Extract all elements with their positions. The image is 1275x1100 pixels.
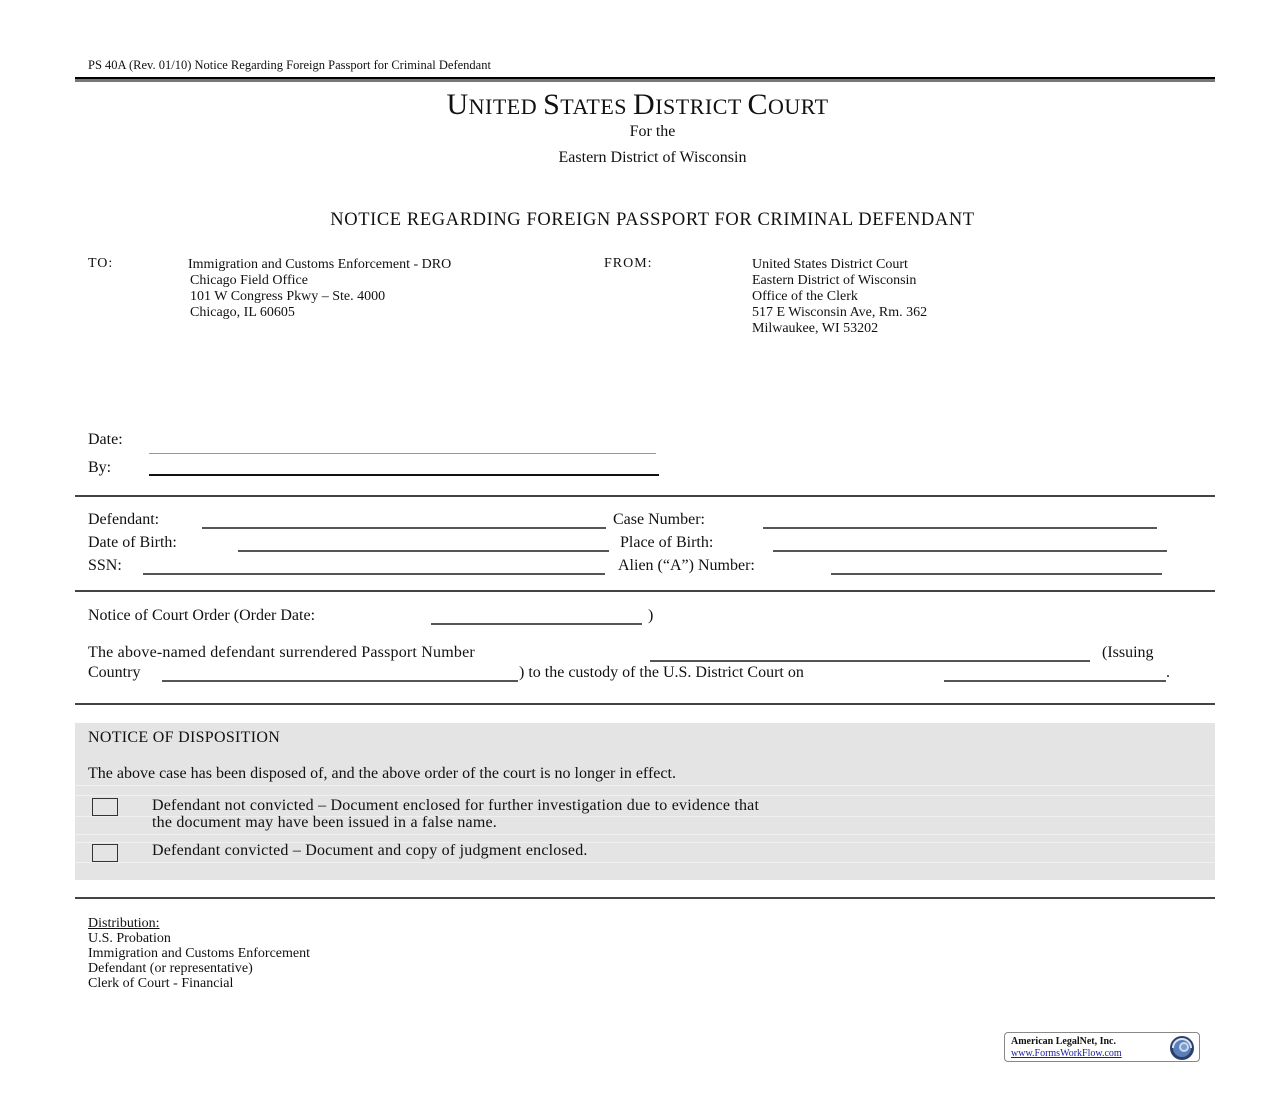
section-divider xyxy=(75,590,1215,592)
case-number-label: Case Number: xyxy=(613,511,705,528)
place-of-birth-field[interactable] xyxy=(773,550,1167,552)
passport-number-field[interactable] xyxy=(650,660,1090,662)
distribution-header: Distribution: xyxy=(88,916,160,931)
panel-stripe xyxy=(75,785,1215,786)
not-convicted-checkbox[interactable] xyxy=(92,798,118,816)
not-convicted-option xyxy=(152,797,759,831)
from-address-line: 517 E Wisconsin Ave, Rm. 362 xyxy=(752,305,928,320)
defendant-label: Defendant: xyxy=(88,511,160,528)
panel-stripe xyxy=(75,795,1215,796)
legalnet-badge[interactable] xyxy=(1004,1032,1200,1062)
ssn-field[interactable] xyxy=(143,573,605,575)
badge-url-link[interactable]: www.FormsWorkFlow.com xyxy=(1011,1048,1122,1059)
panel-stripe xyxy=(75,862,1215,863)
distribution-item: Immigration and Customs Enforcement xyxy=(88,946,311,961)
distribution-item: U.S. Probation xyxy=(88,931,171,946)
court-title-cap-1: U xyxy=(446,88,469,121)
court-district: Eastern District of Wisconsin xyxy=(558,149,747,166)
court-title: UNITED STATES DISTRICT COURT xyxy=(446,88,829,121)
from-label: FROM: xyxy=(604,256,653,271)
header-rule-gray xyxy=(75,79,1215,82)
from-address-line: Office of the Clerk xyxy=(752,289,858,304)
alien-number-field[interactable] xyxy=(831,573,1162,575)
notice-title: NOTICE REGARDING FOREIGN PASSPORT FOR CRIMINAL DEFENDANT xyxy=(330,210,975,230)
section-divider xyxy=(75,897,1215,899)
to-address-line: Chicago Field Office xyxy=(190,273,308,288)
dob-field[interactable] xyxy=(238,550,609,552)
period: . xyxy=(1166,664,1170,681)
to-address-line: Chicago, IL 60605 xyxy=(190,305,295,320)
globe-logo-icon xyxy=(1169,1035,1195,1061)
by-label: By: xyxy=(88,459,112,476)
disposition-statement: The above case has been disposed of, and the above order of the court is no longer in effect. xyxy=(88,765,676,782)
dob-label: Date of Birth: xyxy=(88,534,177,551)
place-of-birth-label: Place of Birth: xyxy=(620,534,714,551)
form-identifier: PS 40A (Rev. 01/10) Notice Regarding Foreign Passport for Criminal Defendant xyxy=(88,58,491,72)
badge-company: American LegalNet, Inc. xyxy=(1011,1036,1116,1047)
not-convicted-text-line1: Defendant not convicted – Document enclosed for further investigation due to evidence that xyxy=(152,797,760,814)
defendant-field[interactable] xyxy=(202,527,606,529)
convicted-checkbox[interactable] xyxy=(92,844,118,862)
date-field[interactable] xyxy=(149,453,656,454)
to-address-line: 101 W Congress Pkwy – Ste. 4000 xyxy=(190,289,386,304)
to-label: TO: xyxy=(88,256,114,271)
order-date-field[interactable] xyxy=(431,623,642,625)
order-date-label: Notice of Court Order (Order Date: xyxy=(88,607,316,624)
custody-statement: ) to the custody of the U.S. District Court on xyxy=(519,664,804,681)
case-number-field[interactable] xyxy=(763,527,1157,529)
passport-statement: The above-named defendant surrendered Passport Number xyxy=(88,644,475,661)
order-date-close: ) xyxy=(648,607,654,624)
from-address-line: Milwaukee, WI 53202 xyxy=(752,321,879,336)
section-divider xyxy=(75,703,1215,705)
from-address-line: United States District Court xyxy=(752,257,908,272)
ssn-label: SSN: xyxy=(88,557,122,574)
convicted-option: Defendant convicted – Document and copy of judgment enclosed. xyxy=(152,842,588,859)
country-label: Country xyxy=(88,664,141,681)
disposition-title: NOTICE OF DISPOSITION xyxy=(88,729,281,746)
court-for: For the xyxy=(629,123,676,140)
panel-stripe xyxy=(75,834,1215,835)
section-divider xyxy=(75,495,1215,497)
distribution-item: Clerk of Court - Financial xyxy=(88,976,234,991)
issuing-label: (Issuing xyxy=(1102,644,1154,661)
from-address-line: Eastern District of Wisconsin xyxy=(752,273,917,288)
not-convicted-text-line2: the document may have been issued in a false name. xyxy=(152,814,497,831)
distribution-item: Defendant (or representative) xyxy=(88,961,253,976)
custody-date-field[interactable] xyxy=(944,680,1166,682)
from-address xyxy=(752,257,927,337)
date-label: Date: xyxy=(88,431,123,448)
to-address xyxy=(188,257,451,321)
to-address-line: Immigration and Customs Enforcement - DRO xyxy=(188,257,452,272)
issuing-country-field[interactable] xyxy=(162,680,518,682)
by-signature-field[interactable] xyxy=(149,474,659,476)
alien-number-label: Alien (“A”) Number: xyxy=(618,557,755,574)
distribution-list xyxy=(88,916,310,991)
